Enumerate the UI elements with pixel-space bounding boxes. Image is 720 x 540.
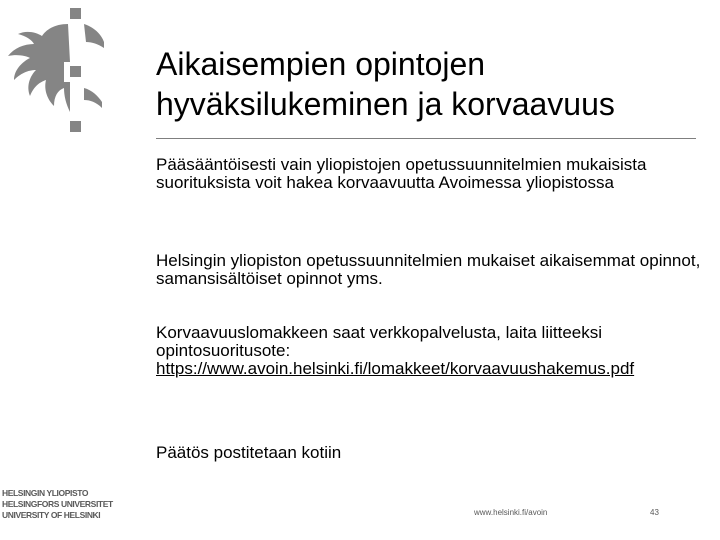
university-wordmark <box>2 488 113 521</box>
page-number: 43 <box>650 508 659 517</box>
university-name-sv: HELSINGFORS UNIVERSITET <box>2 499 113 509</box>
title-divider <box>156 138 696 139</box>
slide-title: Aikaisempien opintojen hyväksilukeminen ja korvaavuus <box>156 46 615 122</box>
form-link[interactable]: https://www.avoin.helsinki.fi/lomakkeet/korvaavuushakemus.pdf <box>156 359 635 378</box>
paragraph-form-text: Korvaavuuslomakkeen saat verkkopalvelusta, laita liitteeksi opintosuoritusote: <box>156 323 603 360</box>
footer-url: www.helsinki.fi/avoin <box>474 508 548 517</box>
paragraph-scope: Pääsääntöisesti vain yliopistojen opetussuunnitelmien mukaisista suorituksista voit hakea korvaavuutta Avoimessa yliopistossa <box>156 155 647 192</box>
university-flame-logo-icon <box>4 2 104 150</box>
paragraph-form <box>156 324 701 378</box>
paragraph-decision: Päätös postitetaan kotiin <box>156 443 342 462</box>
paragraph-prior-studies: Helsingin yliopiston opetussuunnitelmien mukaiset aikaisemmat opinnot, samansisältöiset opinnot yms. <box>156 251 701 288</box>
university-name-en: UNIVERSITY OF HELSINKI <box>2 510 101 520</box>
university-name-fi: HELSINGIN YLIOPISTO <box>2 488 89 498</box>
